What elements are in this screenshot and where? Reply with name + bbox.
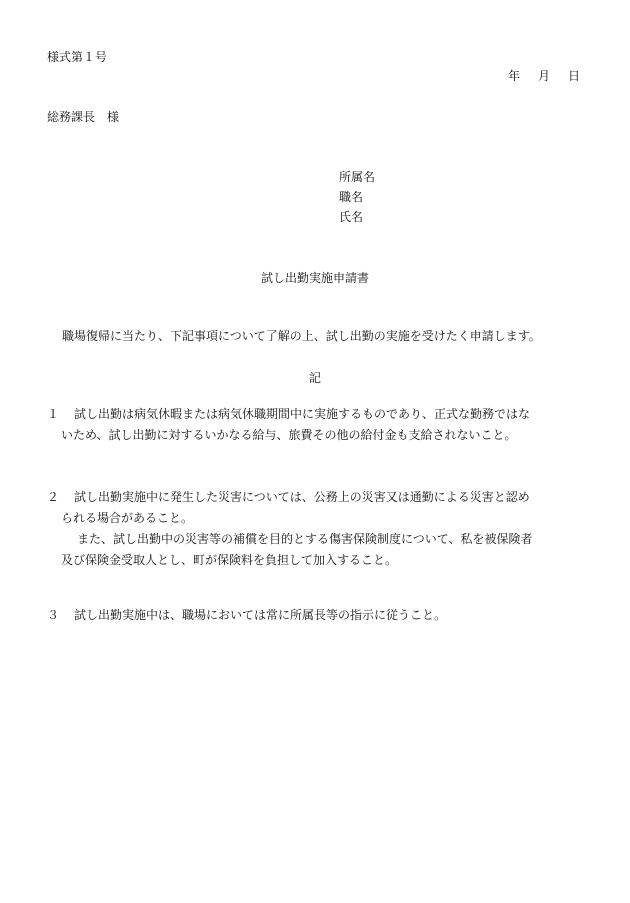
date-year-label: 年 [507,69,520,83]
date-day-label: 日 [567,69,580,83]
item-1-line-1: 試し出勤は病気休暇または病気休職期間中に実施するものであり、正式な勤務ではな [74,407,531,421]
job-title-label: 職名 [339,190,364,204]
item-2-line-2: られる場合があること。 [61,511,194,525]
document-title: 試し出勤実施申請書 [260,271,369,285]
date-line [508,67,580,85]
item-2-line-4: 及び保険金受取人とし、町が保険料を負担して加入すること。 [61,553,398,567]
item-2-line-1: 試し出勤実施中に発生した災害については、公務上の災害又は通勤による災害と認め [74,490,530,504]
item-1 [47,404,587,446]
item-1-line-2: いため、試し出勤に対するいかなる給与、旅費その他の給付金も支給されないこと。 [61,428,517,442]
affiliation-label: 所属名 [339,170,376,184]
intro-text: 職場復帰に当たり、下記事項について了解の上、試し出勤の実施を受けたく申請します。 [62,329,541,343]
addressee: 総務課長 様 [47,110,120,124]
name-label: 氏名 [339,210,364,224]
item-2-line-3: また、試し出勤中の災害等の補償を目的とする傷害保険制度について、私を被保険者 [77,532,533,546]
date-month-label: 月 [537,69,550,83]
item-2 [47,487,587,571]
item-3 [47,605,587,626]
form-number: 様式第１号 [47,50,108,64]
item-1-number: １ [47,407,60,421]
ki-heading: 記 [308,371,321,385]
item-3-line-1: 試し出勤実施中は、職場においては常に所属長等の指示に従うこと。 [74,608,447,622]
item-2-number: ２ [47,490,60,504]
item-3-number: ３ [47,608,60,622]
